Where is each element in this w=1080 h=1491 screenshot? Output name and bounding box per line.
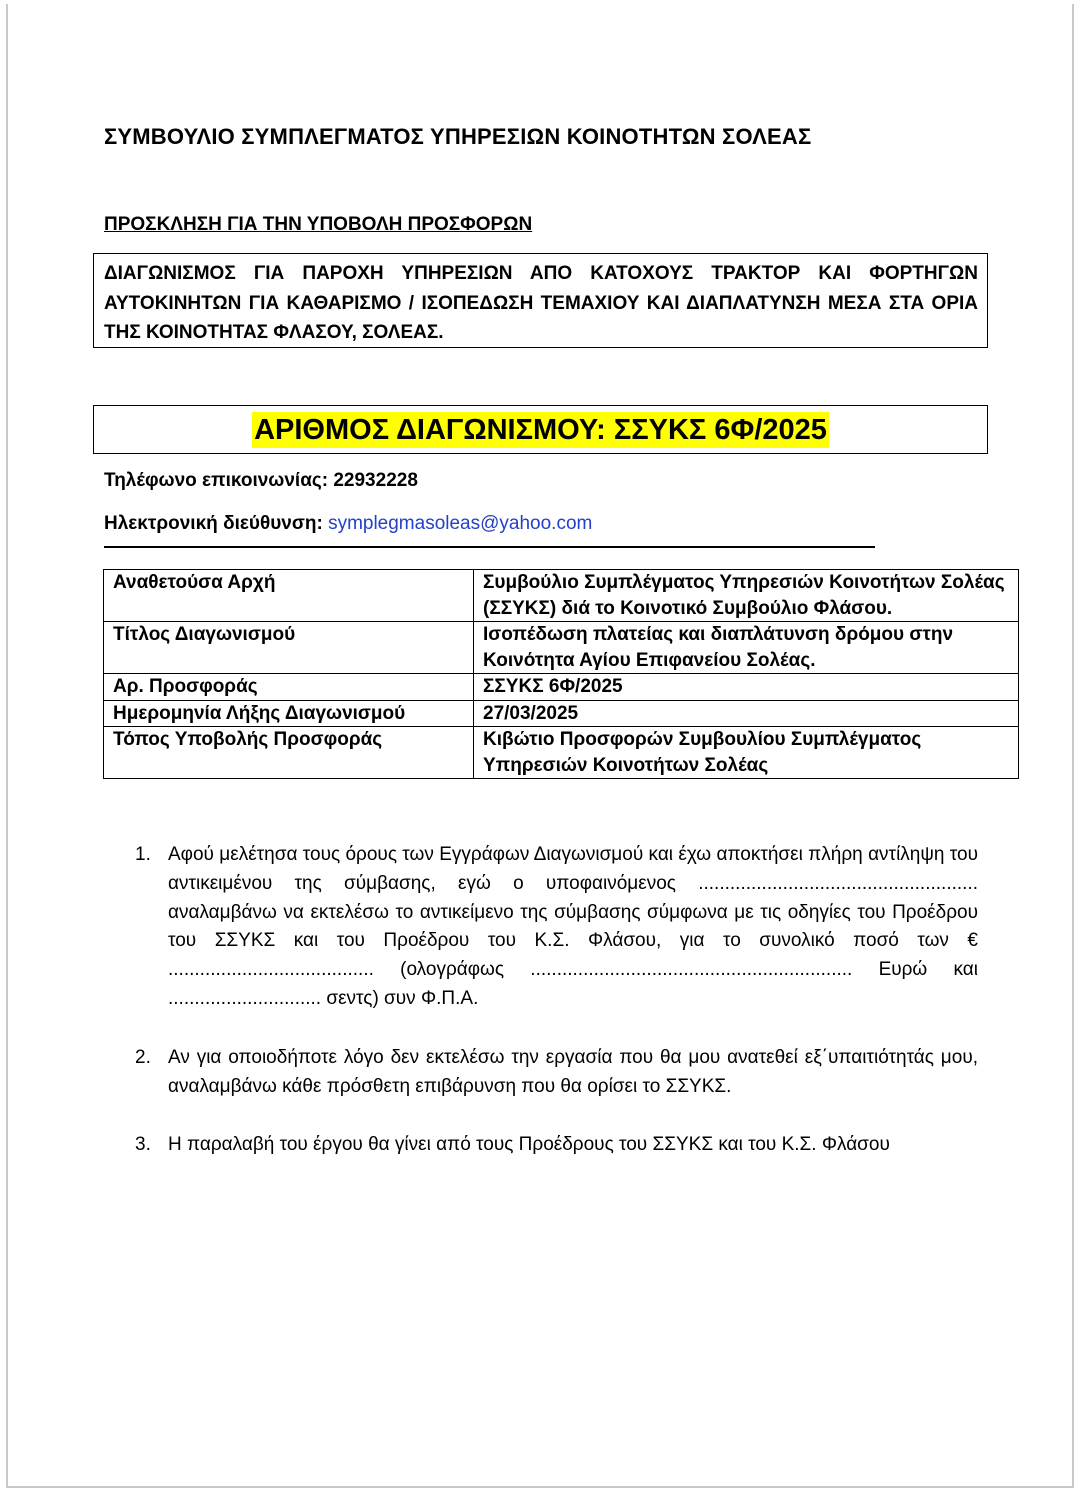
separator-line xyxy=(104,546,875,548)
contact-phone-label: Τηλέφωνο επικοινωνίας: 22932228 xyxy=(104,470,418,491)
table-row xyxy=(104,674,1019,701)
invitation-heading: ΠΡΟΣΚΛΗΣΗ ΓΙΑ ΤΗΝ ΥΠΟΒΟΛΗ ΠΡΟΣΦΟΡΩΝ xyxy=(104,214,533,235)
table-label-cell: Αναθετούσα Αρχή xyxy=(104,570,474,622)
list-item-number: 1. xyxy=(135,844,151,865)
list-item xyxy=(128,841,978,1014)
tender-info-table xyxy=(103,569,1019,779)
table-row xyxy=(104,570,1019,622)
table-value-cell: ΣΣΥΚΣ 6Φ/2025 xyxy=(474,674,1019,701)
email-link[interactable]: symplegmasoleas@yahoo.com xyxy=(328,513,593,534)
subject-text: ΔΙΑΓΩΝΙΣΜΟΣ ΓΙΑ ΠΑΡΟΧΗ ΥΠΗΡΕΣΙΩΝ ΑΠΟ ΚΑΤΟΧΟΥΣ ΤΡΑΚΤΟΡ ΚΑΙ ΦΟΡΤΗΓΩΝ ΑΥΤΟΚΙΝΗΤΩΝ ΓΙΑ ΚΑΘΑΡΙΣΜΟ / ΙΣΟΠΕΔΩΣΗ ΤΕΜΑΧΙΟΥ ΚΑΙ ΔΙΑΠΛΑΤΥΝΣΗ ΜΕΣΑ ΣΤΑ ΟΡΙΑ ΤΗΣ ΚΟΙΝΟΤΗΤΑΣ ΦΛΑΣΟΥ, ΣΟΛΕΑΣ. xyxy=(104,263,978,343)
table-row xyxy=(104,700,1019,727)
table-label-cell: Αρ. Προσφοράς xyxy=(104,674,474,701)
table-row xyxy=(104,727,1019,779)
table-value-cell: Ισοπέδωση πλατείας και διαπλάτυνση δρόμου στην Κοινότητα Αγίου Επιφανείου Σολέας. xyxy=(474,622,1019,674)
contact-email xyxy=(104,513,592,535)
subject-box xyxy=(93,253,988,348)
list-item xyxy=(128,1044,978,1102)
organization-title: ΣΥΜΒΟΥΛΙΟ ΣΥΜΠΛΕΓΜΑΤΟΣ ΥΠΗΡΕΣΙΩΝ ΚΟΙΝΟΤΗΤΩΝ ΣΟΛΕΑΣ xyxy=(104,124,812,149)
table-value-cell: Συμβούλιο Συμπλέγματος Υπηρεσιών Κοινοτήτων Σολέας (ΣΣΥΚΣ) διά το Κοινοτικό Συμβούλιο Φλάσου. xyxy=(474,570,1019,622)
table-row xyxy=(104,622,1019,674)
table-label-cell: Ημερομηνία Λήξης Διαγωνισμού xyxy=(104,700,474,727)
table-value-cell: 27/03/2025 xyxy=(474,700,1019,727)
list-item-text: Η παραλαβή του έργου θα γίνει από τους Προέδρους του ΣΣΥΚΣ και του Κ.Σ. Φλάσου xyxy=(168,1134,890,1156)
list-item-text: Αν για οποιοδήποτε λόγο δεν εκτελέσω την εργασία που θα μου ανατεθεί εξ΄υπαιτιότητάς μου, αναλαμβάνω κάθε πρόσθετη επιβάρυνση που θα ορίσει το ΣΣΥΚΣ. xyxy=(168,1046,978,1097)
table-label-cell: Τίτλος Διαγωνισμού xyxy=(104,622,474,674)
list-item-number: 2. xyxy=(135,1046,151,1068)
list-item xyxy=(128,1131,978,1160)
terms-list xyxy=(128,841,978,1160)
tender-number: ΑΡΙΘΜΟΣ ΔΙΑΓΩΝΙΣΜΟΥ: ΣΣΥΚΣ 6Φ/2025 xyxy=(254,413,827,446)
tender-number-box xyxy=(93,405,988,454)
contact-email-label: Ηλεκτρονική διεύθυνση: xyxy=(104,513,323,534)
contact-phone xyxy=(104,470,418,492)
list-item-text: Αφού μελέτησα τους όρους των Εγγράφων Διαγωνισμού και έχω αποκτήσει πλήρη αντίληψη του αντικειμένου της σύμβασης, εγώ ο υποφαινόμενος ..................................................... αναλαμβάνω να εκτελέσω το αντικείμενο της σύμβασης σύμφωνα με τις οδηγίες του Προέδρου του ΣΣΥΚΣ και του Προέδρου του Κ.Σ. Φλάσου, για το συνολικό ποσό των € ....................................... (ολογράφως ............................................................. Ευρώ και ............................. σεντς) συν Φ.Π.Α. xyxy=(168,844,978,1009)
list-item-number: 3. xyxy=(135,1134,151,1156)
table-label-cell: Τόπος Υποβολής Προσφοράς xyxy=(104,727,474,779)
table-value-cell: Κιβώτιο Προσφορών Συμβουλίου Συμπλέγματος Υπηρεσιών Κοινοτήτων Σολέας xyxy=(474,727,1019,779)
